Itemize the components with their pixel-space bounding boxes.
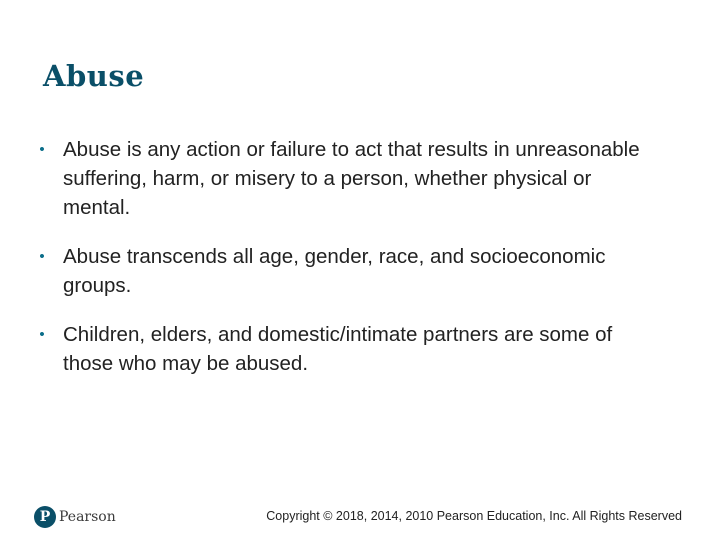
copyright-notice: Copyright © 2018, 2014, 2010 Pearson Education, Inc. All Rights Reserved <box>266 509 682 523</box>
bullet-list <box>32 135 652 398</box>
bullet-icon: • <box>39 248 45 265</box>
bullet-item <box>32 242 652 300</box>
bullet-icon: • <box>39 141 45 158</box>
bullet-item <box>32 320 652 378</box>
slide-title: Abuse <box>43 59 145 93</box>
bullet-text: Children, elders, and domestic/intimate partners are some of those who may be abused. <box>63 323 613 375</box>
pearson-logo <box>34 506 116 528</box>
bullet-item <box>32 135 652 222</box>
pearson-logo-icon: P <box>34 506 56 528</box>
bullet-text: Abuse is any action or failure to act that results in unreasonable suffering, harm, or misery to a person, whether physical or mental. <box>63 138 640 219</box>
pearson-logo-text: Pearson <box>59 509 116 525</box>
bullet-icon: • <box>39 326 45 343</box>
bullet-text: Abuse transcends all age, gender, race, and socioeconomic groups. <box>63 245 606 297</box>
